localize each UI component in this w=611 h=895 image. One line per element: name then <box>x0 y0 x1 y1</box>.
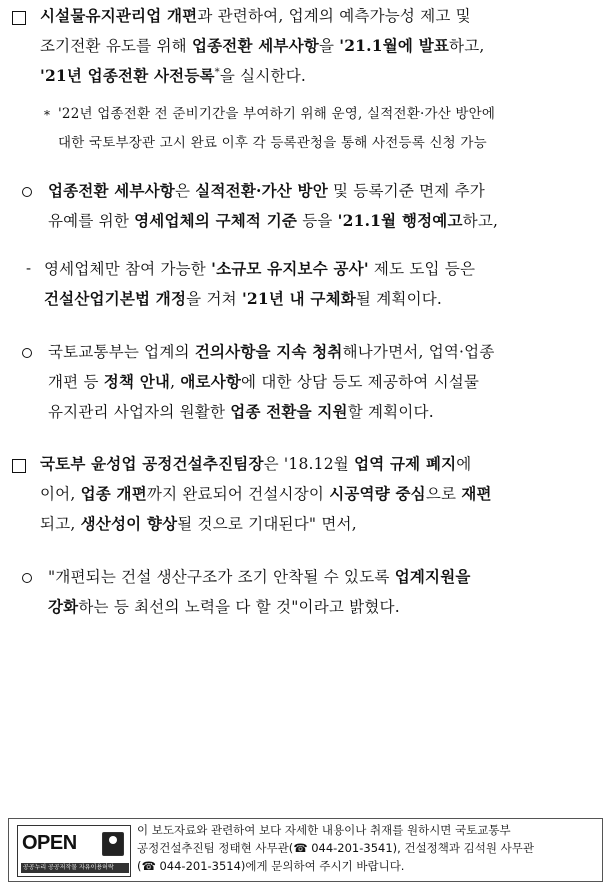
text: 하고, <box>449 37 485 55</box>
text: 조기전환 유도를 위해 <box>40 37 192 55</box>
square-bullet-icon <box>12 459 26 473</box>
text: 에 <box>456 455 472 473</box>
p6-line1 <box>48 567 471 587</box>
text: 에 대한 상담 등도 제공하여 시설물 <box>241 373 480 391</box>
p5-line3 <box>40 514 357 534</box>
circle-bullet-icon <box>22 573 32 583</box>
p1-line1 <box>40 6 471 26</box>
text: 되고, <box>40 515 81 533</box>
note-line1: '22년 업종전환 전 준비기간을 부여하기 위해 운영, 실적전환·가산 방안에 <box>58 106 496 122</box>
text: , <box>170 373 181 391</box>
text: 은 <box>174 182 196 200</box>
p3-line2 <box>44 289 442 309</box>
text: 될 계획이다. <box>355 290 443 308</box>
bold-text: 실적전환·가산 방안 <box>195 181 328 200</box>
text: 하는 등 최선의 노력을 다 할 것"이라고 밝혔다. <box>78 598 400 616</box>
text: 유지관리 사업자의 원활한 <box>48 403 231 421</box>
bold-text: '21.1월 행정예고 <box>337 211 463 230</box>
bold-text: '21.1월에 발표 <box>339 36 450 55</box>
p4-line3 <box>48 402 434 422</box>
bold-text: 업종전환 세부사항 <box>48 181 175 200</box>
bold-text: 업종 개편 <box>80 484 147 503</box>
p5-line2 <box>40 484 492 504</box>
text: 을 거쳐 <box>186 290 242 308</box>
p6-line2 <box>48 597 400 617</box>
bold-text: 시설물유지관리업 개편 <box>40 6 198 25</box>
square-bullet-icon <box>12 11 26 25</box>
bold-text: 건설산업기본법 개정 <box>44 289 187 308</box>
text: "개편되는 건설 생산구조가 조기 안착될 수 있도록 <box>48 568 395 586</box>
bold-text: 애로사항 <box>180 372 242 391</box>
p4-line2 <box>48 372 479 392</box>
text: 할 계획이다. <box>347 403 434 421</box>
text: 은 '18.12월 <box>263 455 355 473</box>
bold-text: 업종전환 세부사항 <box>191 36 319 55</box>
bold-text: 생산성이 향상 <box>80 514 178 533</box>
asterisk-icon: * <box>44 108 50 122</box>
text: 될 것으로 기대된다" 면서, <box>177 515 357 533</box>
text: 을 <box>318 37 340 55</box>
bold-text: 정책 안내 <box>103 372 171 391</box>
bold-text: 영세업체의 구체적 기준 <box>134 211 298 230</box>
bold-text: 업계지원을 <box>394 567 471 586</box>
text: 까지 완료되어 건설시장이 <box>146 485 330 503</box>
open-logo-text: OPEN <box>22 832 77 854</box>
text: 제도 도입 등은 <box>368 260 476 278</box>
text: 국토교통부는 업계의 <box>48 343 195 361</box>
bold-text: 강화 <box>48 597 79 616</box>
note-line2: 대한 국토부장관 고시 완료 이후 각 등록관청을 통해 사전등록 신청 가능 <box>58 135 487 151</box>
dash-bullet-icon: - <box>26 259 32 277</box>
text: 유예를 위한 <box>48 212 135 230</box>
text: 이어, <box>40 485 81 503</box>
contact-footer <box>8 818 603 882</box>
text: 등을 <box>297 212 338 230</box>
footer-line3: (☎ 044-201-3514)에게 문의하여 주시기 바랍니다. <box>137 859 405 873</box>
person-icon <box>102 832 124 856</box>
p1-line3 <box>40 66 306 89</box>
bold-text: 국토부 윤성업 공정건설추진팀장 <box>40 454 264 473</box>
text: 으로 <box>425 485 462 503</box>
bold-text: 업역 규제 폐지 <box>354 454 457 473</box>
text: 을 실시한다. <box>219 67 306 85</box>
p2-line2 <box>48 211 498 231</box>
bold-text: 업종 전환을 지원 <box>230 402 348 421</box>
circle-bullet-icon <box>22 348 32 358</box>
text: 하고, <box>462 212 499 230</box>
text: 및 등록기준 면제 추가 <box>327 182 485 200</box>
text: 영세업체만 참여 가능한 <box>44 260 212 278</box>
footer-line1: 이 보도자료와 관련하여 보다 자세한 내용이나 취재를 원하시면 국토교통부 <box>137 823 511 837</box>
bold-text: '소규모 유지보수 공사' <box>211 259 369 278</box>
text: 개편 등 <box>48 373 104 391</box>
footnote-star-icon: * <box>214 67 220 78</box>
text: 해나가면서, 업역·업종 <box>342 343 495 361</box>
bold-text: 시공역량 중심 <box>329 484 426 503</box>
p1-line2 <box>40 36 485 56</box>
p5-line1 <box>40 454 471 474</box>
circle-bullet-icon <box>22 187 32 197</box>
text: 과 관련하여, 업계의 예측가능성 제고 및 <box>197 7 471 25</box>
bold-text: 재편 <box>461 484 492 503</box>
footer-line2: 공정건설추진팀 정태현 사무관(☎ 044-201-3541), 건설정책과 김석원 사무관 <box>137 841 534 855</box>
open-license-logo <box>17 825 131 877</box>
p3-line1 <box>44 259 475 279</box>
bold-text: 건의사항을 지속 청취 <box>194 342 343 361</box>
p2-line1 <box>48 181 485 201</box>
bold-text: '21년 업종전환 사전등록 <box>40 66 215 85</box>
license-caption: 공공누리 공공저작물 자유이용허락 <box>21 863 129 873</box>
p4-line1 <box>48 342 495 362</box>
bold-text: '21년 내 구체화 <box>241 289 356 308</box>
